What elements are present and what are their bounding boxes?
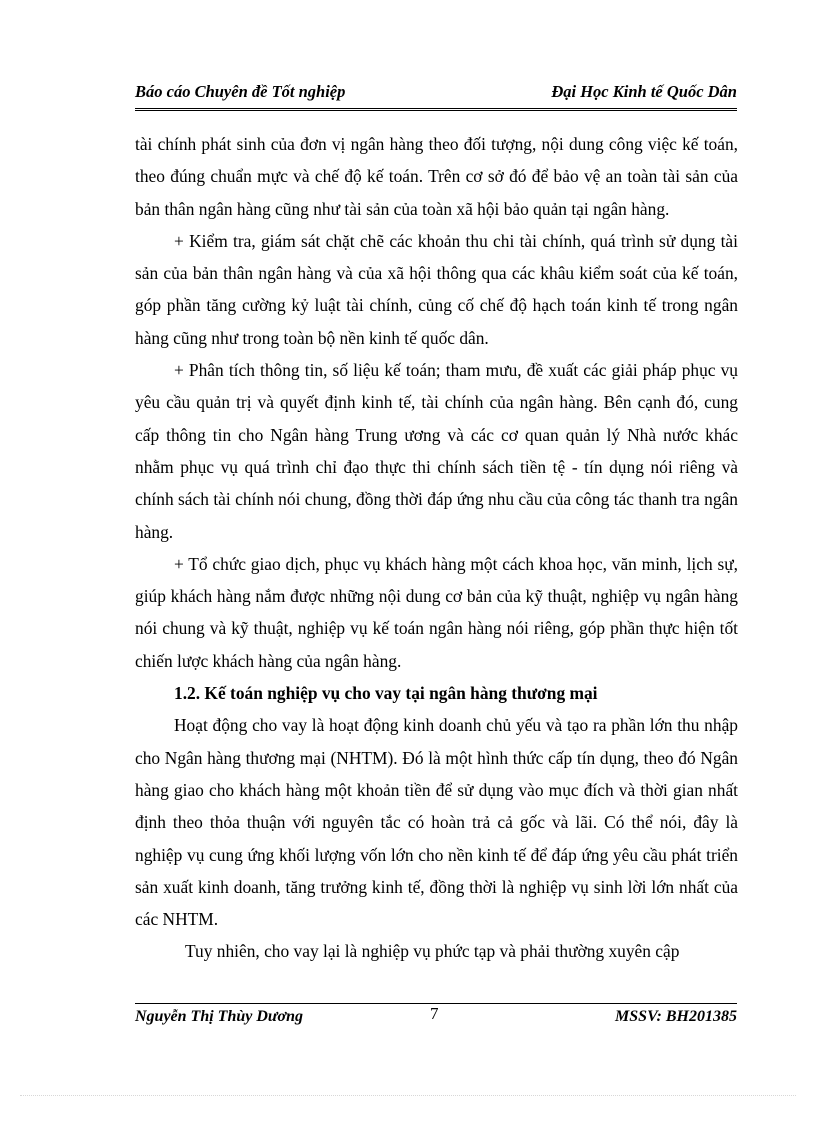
paragraph-continuation: tài chính phát sinh của đơn vị ngân hàng theo đối tượng, nội dung công việc kế toán, theo đúng chuẩn mực và chế độ kế toán. Trên cơ sở đó để bảo vệ an toàn tài sản của bản thân ngân hàng cũng như tài sản của toàn xã hội bảo quản tại ngân hàng. bbox=[135, 134, 738, 219]
page-header bbox=[135, 82, 737, 111]
page-footer bbox=[135, 1004, 737, 1034]
footer-author: Nguyễn Thị Thùy Dương bbox=[135, 1008, 303, 1025]
document-body bbox=[135, 128, 738, 968]
paragraph-inspection: + Kiểm tra, giám sát chặt chẽ các khoản thu chi tài chính, quá trình sử dụng tài sản của bản thân ngân hàng và của xã hội thông qua các khâu kiểm soát của kế toán, góp phần tăng cường kỷ luật tài chính, củng cố chế độ hạch toán kinh tế trong ngân hàng cũng như trong toàn bộ nền kinh tế quốc dân. bbox=[135, 230, 738, 348]
page-bottom-edge bbox=[20, 1095, 796, 1096]
header-report-title: Báo cáo Chuyên đề Tốt nghiệp bbox=[135, 82, 346, 101]
page-number: 7 bbox=[430, 1004, 439, 1023]
section-heading-1-2: 1.2. Kế toán nghiệp vụ cho vay tại ngân hàng thương mại bbox=[174, 683, 598, 704]
paragraph-lending-complexity: Tuy nhiên, cho vay lại là nghiệp vụ phức tạp và phải thường xuyên cập bbox=[185, 941, 680, 962]
paragraph-lending-activity: Hoạt động cho vay là hoạt động kinh doanh chủ yếu và tạo ra phần lớn thu nhập cho Ngân hàng thương mại (NHTM). Đó là một hình thức cấp tín dụng, theo đó Ngân hàng giao cho khách hàng một khoản tiền để sử dụng vào mục đích và thời gian nhất định theo thỏa thuận với nguyên tắc có hoàn trả cả gốc và lãi. Có thể nói, đây là nghiệp vụ cung ứng khối lượng vốn lớn cho nền kinh tế để đáp ứng yêu cầu phát triển sản xuất kinh doanh, tăng trưởng kinh tế, đồng thời là nghiệp vụ sinh lời lớn nhất của các NHTM. bbox=[135, 715, 738, 930]
header-university: Đại Học Kinh tế Quốc Dân bbox=[551, 82, 737, 101]
paragraph-customer-service: + Tổ chức giao dịch, phục vụ khách hàng một cách khoa học, văn minh, lịch sự, giúp khách hàng nắm được những nội dung cơ bản của kỹ thuật, nghiệp vụ ngân hàng nói chung và kỹ thuật, nghiệp vụ kế toán ngân hàng nói riêng, góp phần thực hiện tốt chiến lược khách hàng của ngân hàng. bbox=[135, 553, 738, 671]
paragraph-analysis: + Phân tích thông tin, số liệu kế toán; tham mưu, đề xuất các giải pháp phục vụ yêu cầu quản trị và quyết định kinh tế, tài chính của ngân hàng. Bên cạnh đó, cung cấp thông tin cho Ngân hàng Trung ương và các cơ quan quản lý Nhà nước khác nhằm phục vụ quá trình chỉ đạo thực thi chính sách tiền tệ - tín dụng nói riêng và chính sách tài chính nói chung, đồng thời đáp ứng nhu cầu của công tác thanh tra ngân hàng. bbox=[135, 360, 738, 542]
footer-student-id: MSSV: BH201385 bbox=[615, 1008, 737, 1025]
